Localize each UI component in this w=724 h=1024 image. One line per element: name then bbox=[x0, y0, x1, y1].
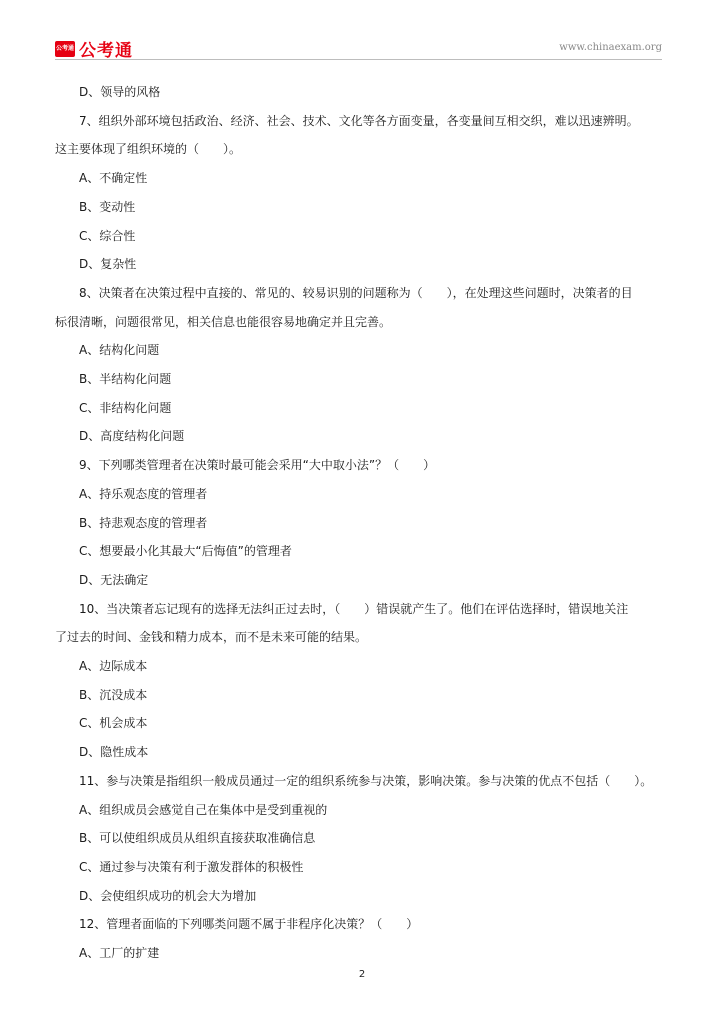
text-line: D、复杂性 bbox=[79, 257, 137, 272]
text-line: B、持悲观态度的管理者 bbox=[79, 515, 208, 530]
logo-text: 公考通 bbox=[79, 41, 133, 61]
text-line: 标很清晰，问题很常见，相关信息也能很容易地确定并且完善。 bbox=[55, 314, 392, 329]
text-line: 12、管理者面临的下列哪类问题不属于非程序化决策？（ ） bbox=[79, 917, 419, 932]
text-line: A、组织成员会感觉自己在集体中是受到重视的 bbox=[79, 802, 328, 817]
page-number: 2 bbox=[358, 969, 366, 980]
text-line: C、非结构化问题 bbox=[79, 400, 172, 415]
text-line: 这主要体现了组织环境的（ ）。 bbox=[55, 142, 242, 157]
text-line: 11、参与决策是指组织一般成员通过一定的组织系统参与决策，影响决策。参与决策的优点不包括（ ）。 bbox=[79, 773, 653, 788]
header-divider bbox=[55, 59, 662, 60]
document-body bbox=[55, 78, 665, 968]
text-line: B、可以使组织成员从组织直接获取准确信息 bbox=[79, 831, 316, 846]
logo-badge-icon: 公考通 bbox=[55, 41, 75, 57]
text-line: D、无法确定 bbox=[79, 572, 149, 587]
text-line: A、持乐观态度的管理者 bbox=[79, 486, 208, 501]
text-line: 9、下列哪类管理者在决策时最可能会采用“大中取小法”？（ ） bbox=[79, 458, 436, 473]
text-line: 7、组织外部环境包括政治、经济、社会、技术、文化等各方面变量，各变量间互相交织，难以迅速辨明。 bbox=[79, 113, 639, 128]
logo bbox=[55, 36, 133, 61]
text-line: C、综合性 bbox=[79, 228, 136, 243]
text-line: 了过去的时间、金钱和精力成本，而不是未来可能的结果。 bbox=[55, 630, 368, 645]
text-line: A、不确定性 bbox=[79, 171, 148, 186]
text-line: 10、当决策者忘记现有的选择无法纠正过去时，（ ）错误就产生了。他们在评估选择时，错误地关注 bbox=[79, 601, 629, 616]
text-line: 8、决策者在决策过程中直接的、常见的、较易识别的问题称为（ ），在处理这些问题时，决策者的目 bbox=[79, 285, 633, 300]
text-line: A、边际成本 bbox=[79, 659, 148, 674]
text-line: C、想要最小化其最大“后悔值”的管理者 bbox=[79, 544, 292, 559]
text-line: D、领导的风格 bbox=[79, 85, 161, 99]
text-line: D、会使组织成功的机会大为增加 bbox=[79, 888, 257, 903]
page-header bbox=[55, 36, 662, 61]
text-line: B、变动性 bbox=[79, 199, 136, 214]
text-line: B、半结构化问题 bbox=[79, 372, 172, 387]
site-url: www.chinaexam.org bbox=[559, 42, 662, 53]
text-line: C、机会成本 bbox=[79, 716, 148, 731]
text-line: D、隐性成本 bbox=[79, 745, 149, 760]
text-line: D、高度结构化问题 bbox=[79, 429, 185, 444]
text-line: C、通过参与决策有利于激发群体的积极性 bbox=[79, 859, 304, 874]
text-line: A、工厂的扩建 bbox=[79, 946, 160, 961]
text-line: A、结构化问题 bbox=[79, 343, 160, 358]
text-line: B、沉没成本 bbox=[79, 687, 148, 702]
